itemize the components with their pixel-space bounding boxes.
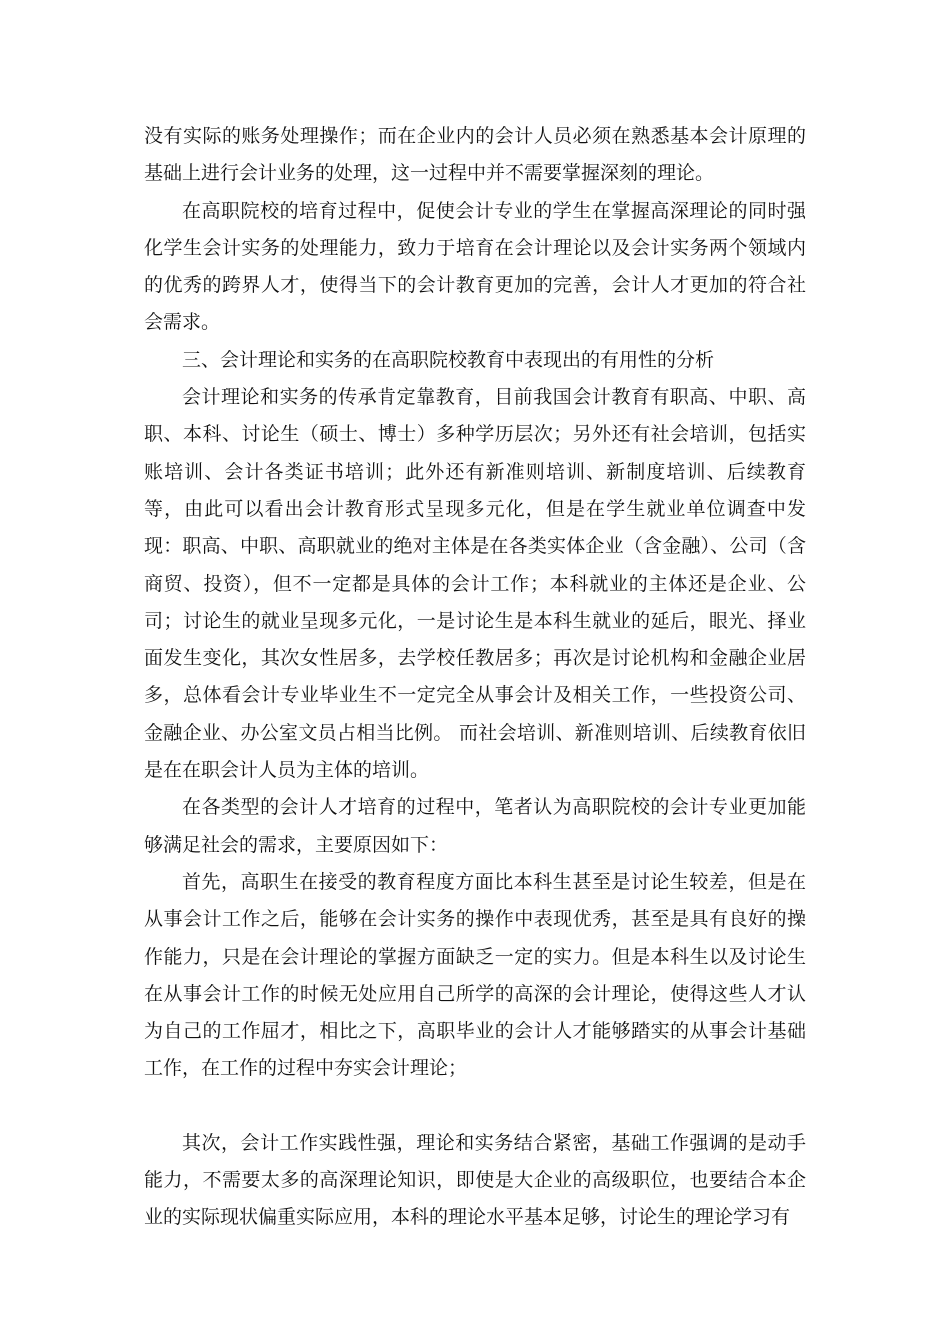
paragraph-education-forms: 会计理论和实务的传承肯定靠教育，目前我国会计教育有职高、中职、高职、本科、讨论生（硕士、博士）多种学历层次；另外还有社会培训，包括实账培训、会计各类证书培训；此外还有新准则培训、新制度培训、后续教育等，由此可以看出会计教育形式呈现多元化，但是在学生就业单位调查中发现：职高、中职、高职就业的绝对主体是在各类实体企业（含金融）、公司（含商贸、投资），但不一定都是具体的会计工作；本科就业的主体还是企业、公司；讨论生的就业呈现多元化，一是讨论生是本科生就业的延后，眼光、择业面发生变化，其次女性居多，去学校任教居多；再次是讨论机构和金融企业居多，总体看会计专业毕业生不一定完全从事会计及相关工作，一些投资公司、金融企业、办公室文员占相当比例。 而社会培训、新准则培训、后续教育依旧是在在职会计人员为主体的培训。 — [144, 386, 806, 782]
section-heading: 三、会计理论和实务的在高职院校教育中表现出的有用性的分析 — [182, 348, 715, 371]
paragraph-training-process: 在高职院校的培育过程中，促使会计专业的学生在掌握高深理论的同时强化学生会计实务的处理能力，致力于培育在会计理论以及会计实务两个领域内的优秀的跨界人才，使得当下的会计教育更加的完善，会计人才更加的符合社会需求。 — [144, 199, 806, 334]
paragraph-gap — [144, 1088, 806, 1125]
paragraph-second-reason: 其次，会计工作实践性强，理论和实务结合紧密，基础工作强调的是动手能力，不需要太多的高深理论知识，即使是大企业的高级职位，也要结合本企业的实际现状偏重实际应用，本科的理论水平基本足够，讨论生的理论学习有 — [144, 1131, 806, 1229]
paragraph-talent-training: 在各类型的会计人才培育的过程中，笔者认为高职院校的会计专业更加能够满足社会的需求，主要原因如下： — [144, 796, 806, 856]
paragraph-first-reason: 首先，高职生在接受的教育程度方面比本科生甚至是讨论生较差，但是在从事会计工作之后，能够在会计实务的操作中表现优秀，甚至是具有良好的操作能力，只是在会计理论的掌握方面缺乏一定的实力。但是本科生以及讨论生在从事会计工作的时候无处应用自己所学的高深的会计理论，使得这些人才认为自己的工作屈才，相比之下，高职毕业的会计人才能够踏实的从事会计基础工作，在工作的过程中夯实会计理论； — [144, 870, 806, 1080]
document-body — [144, 118, 806, 1237]
paragraph-continuation: 没有实际的账务处理操作；而在企业内的会计人员必须在熟悉基本会计原理的基础上进行会计业务的处理，这一过程中并不需要掌握深刻的理论。 — [144, 125, 806, 185]
